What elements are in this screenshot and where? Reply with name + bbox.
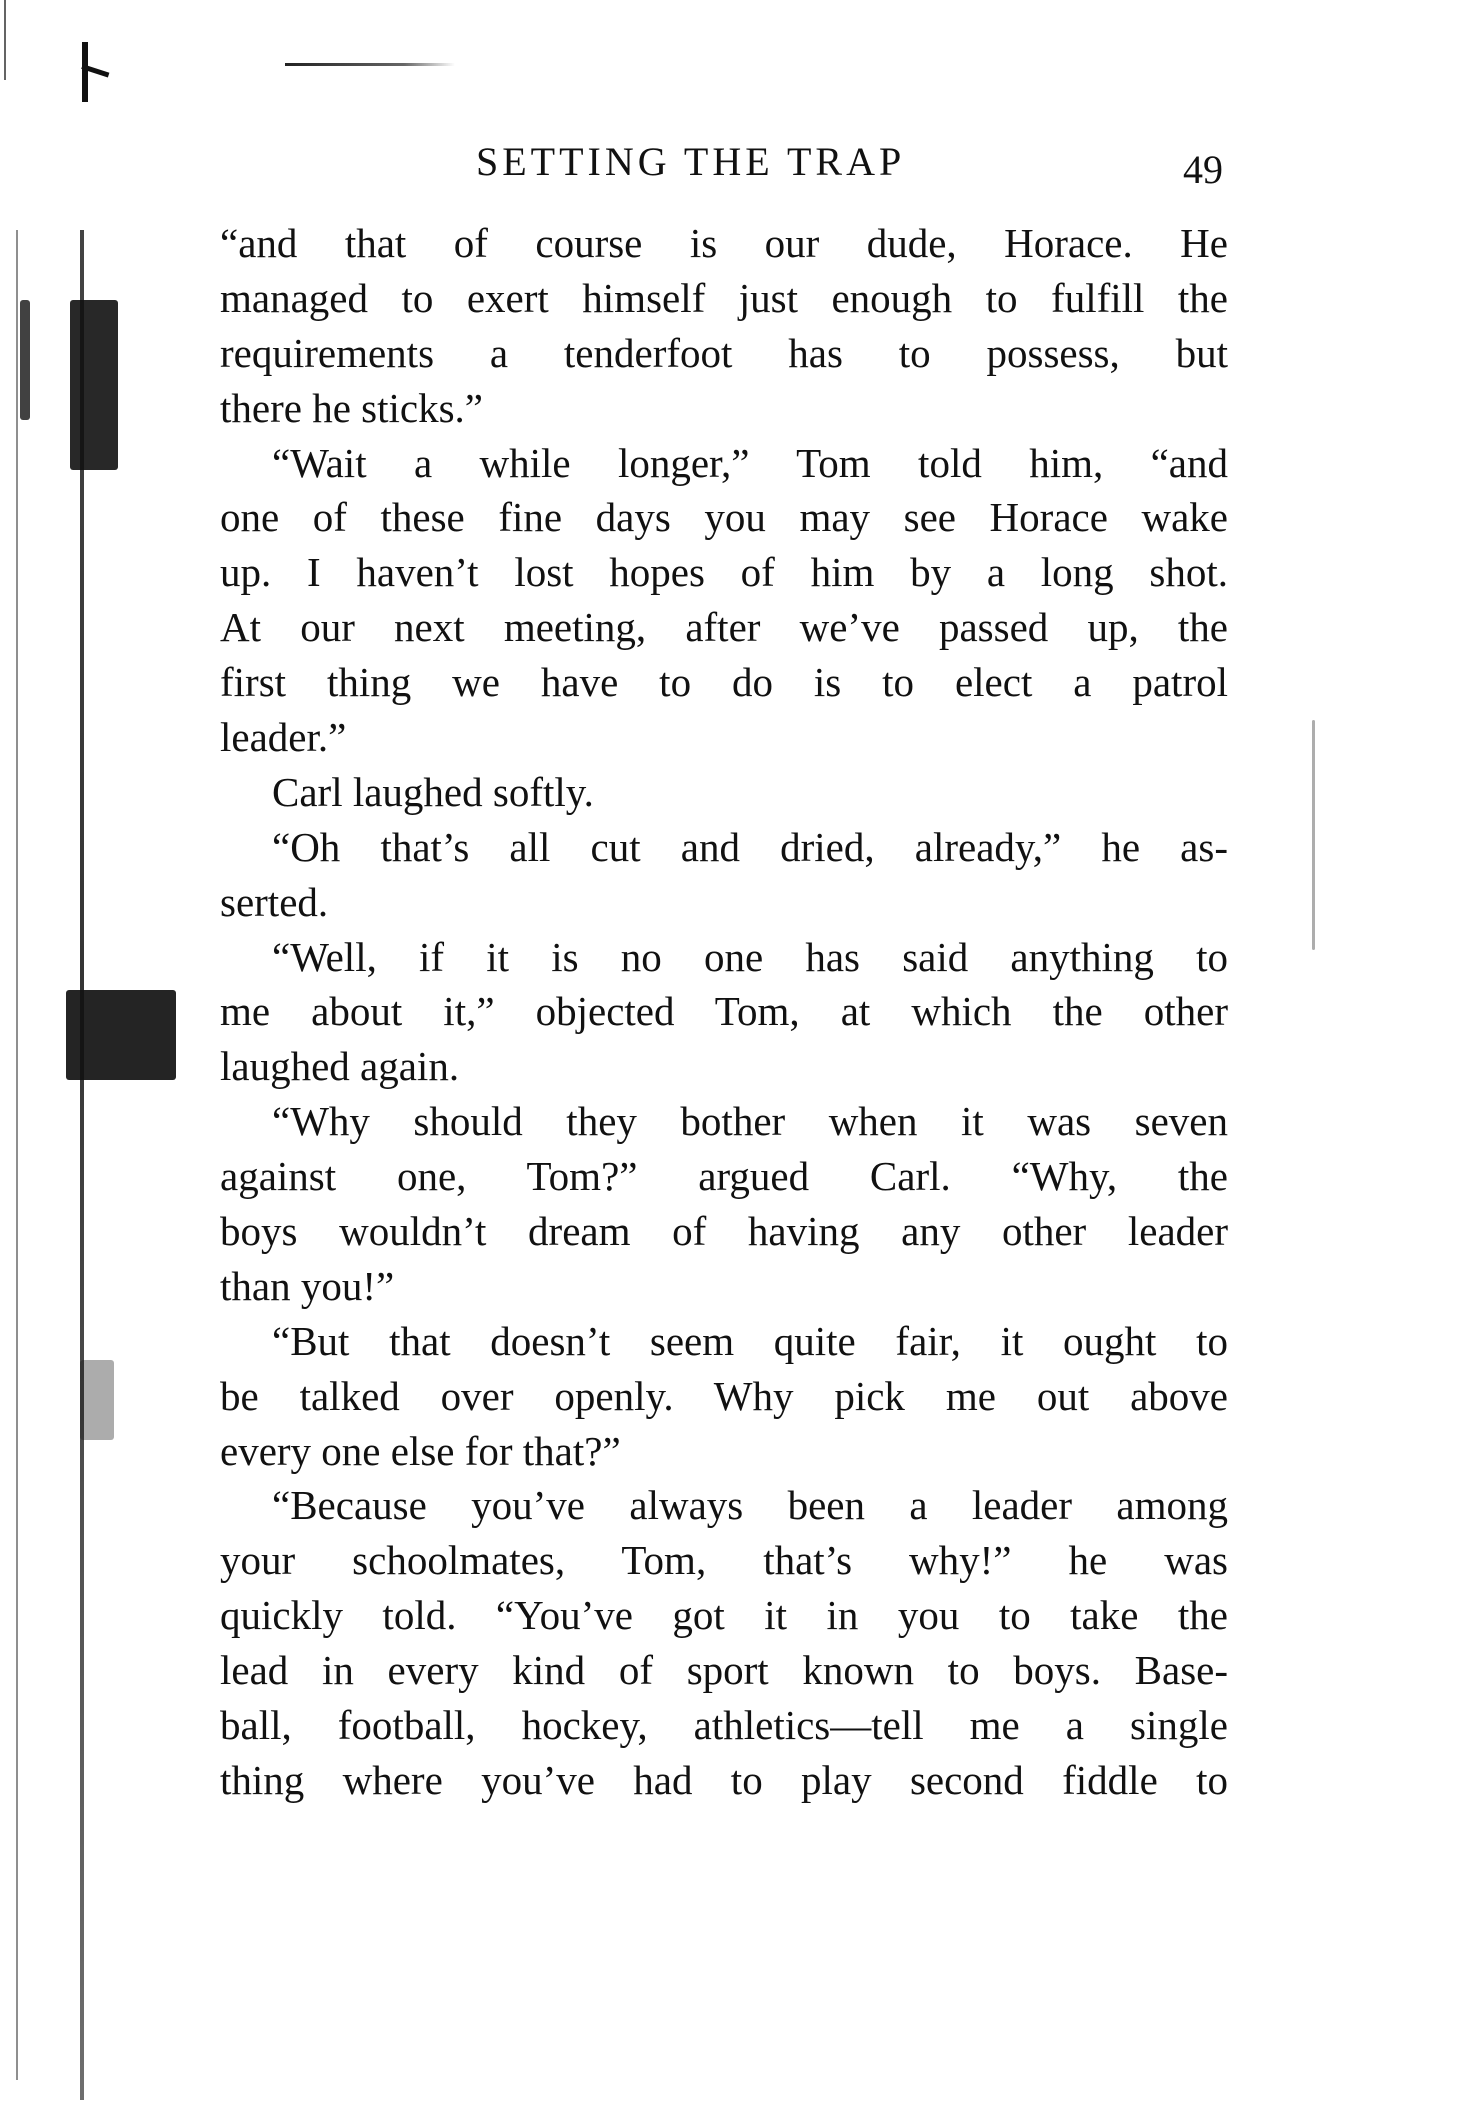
text-line: than you!” [220,1262,395,1309]
text-line: serted. [220,878,329,925]
scan-corner-mark [82,42,88,102]
text-line: requirements a tenderfoot has to possess, but [220,329,1228,376]
scan-right-scratch [1312,720,1315,950]
text-line: boys wouldn’t dream of having any other leader [220,1208,1228,1255]
text-line: lead in every kind of sport known to boys. Base- [220,1647,1228,1694]
scan-blot [20,300,30,420]
text-line: managed to exert himself just enough to fulfill the [220,274,1228,321]
text-line: “and that of course is our dude, Horace. He [220,220,1228,266]
text-line: “Oh that’s all cut and dried, already,” he as- [272,823,1228,870]
scan-blot [70,300,118,470]
scan-blot [80,1360,114,1440]
scan-edge-line [16,230,18,2080]
text-line: quickly told. “You’ve got it in you to take the [220,1592,1228,1639]
text-line: against one, Tom?” argued Carl. “Why, the [220,1153,1228,1200]
text-line: one of these fine days you may see Horace wake [220,494,1228,541]
text-line: “Why should they bother when it was seven [272,1098,1228,1145]
text-line: At our next meeting, after we’ve passed up, the [220,604,1228,651]
page-number: 49 [1183,147,1223,192]
text-line: “Wait a while longer,” Tom told him, “and [272,439,1228,486]
text-line: leader.” [220,714,347,761]
text-line: your schoolmates, Tom, that’s why!” he was [220,1537,1228,1584]
text-line: be talked over openly. Why pick me out above [220,1372,1228,1419]
text-line: ball, football, hockey, athletics—tell me a single [220,1702,1228,1749]
body-text [220,216,1228,1808]
text-line: “Because you’ve always been a leader among [272,1482,1228,1529]
text-line: up. I haven’t lost hopes of him by a long shot. [220,549,1228,596]
scan-blot [66,990,176,1080]
text-line: thing where you’ve had to play second fiddle to [220,1756,1228,1803]
scan-top-smudge [285,63,455,66]
running-title: SETTING THE TRAP [476,139,906,184]
text-line: there he sticks.” [220,384,483,431]
text-line: first thing we have to do is to elect a patrol [220,659,1228,706]
text-line: “But that doesn’t seem quite fair, it ought to [272,1317,1228,1364]
scan-edge-mark [4,0,6,80]
text-line: “Well, if it is no one has said anything to [272,933,1228,980]
text-line: every one else for that?” [220,1427,621,1474]
running-header [218,130,1223,190]
scan-binding-shadow [80,230,84,2100]
text-line: laughed again. [220,1043,460,1090]
text-line: Carl laughed softly. [272,768,594,815]
text-line: me about it,” objected Tom, at which the other [220,988,1228,1035]
